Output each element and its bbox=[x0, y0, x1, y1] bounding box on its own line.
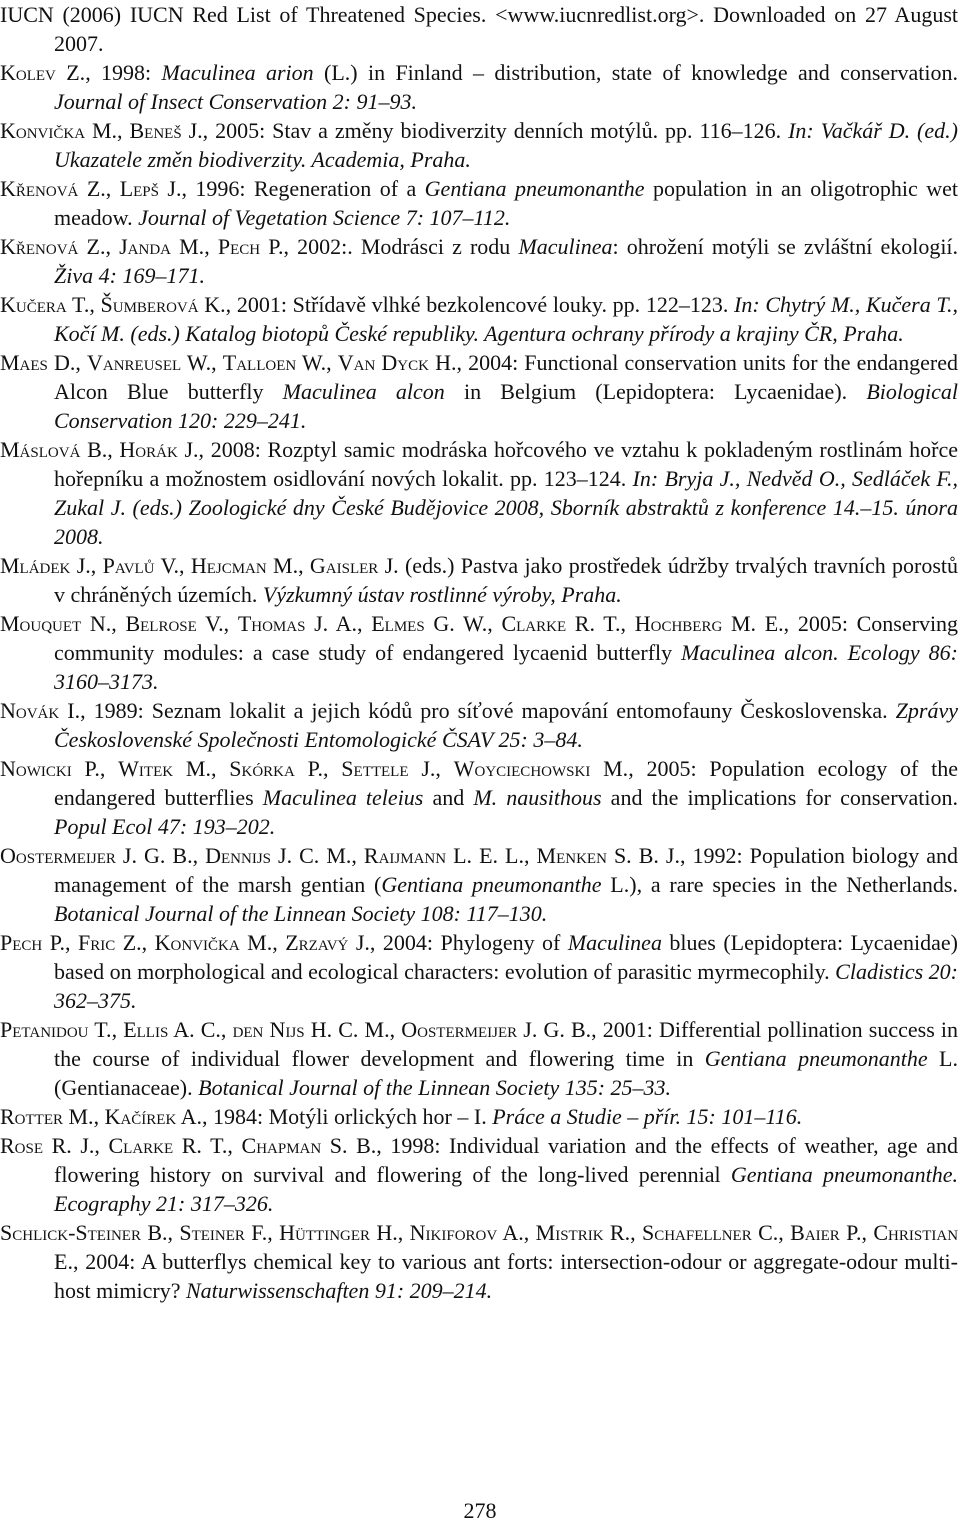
reference-entry bbox=[0, 1218, 958, 1305]
reference-text: , bbox=[435, 756, 454, 781]
reference-text: , bbox=[65, 930, 78, 955]
reference-text: , 1996: Regeneration of a bbox=[181, 176, 425, 201]
reference-author: Dennijs J. C. M. bbox=[205, 843, 352, 868]
reference-entry bbox=[0, 435, 958, 551]
reference-text: , bbox=[523, 1220, 536, 1245]
reference-author: Steiner F. bbox=[179, 1220, 268, 1245]
reference-text: , 1984: Motýli orlických hor – I. bbox=[201, 1104, 493, 1129]
reference-source: Biological Conservation 120: 229–241. bbox=[54, 379, 958, 433]
reference-text: : ohrožení motýli se zvláštní ekologií. bbox=[612, 234, 959, 259]
reference-text: , bbox=[111, 611, 126, 636]
reference-text: , 2004: Phylogeny of bbox=[369, 930, 568, 955]
reference-text: , bbox=[298, 553, 310, 578]
reference-author: Pavlů V. bbox=[102, 553, 180, 578]
reference-entry bbox=[0, 754, 958, 841]
reference-author: Mistrik R. bbox=[535, 1220, 631, 1245]
reference-text: , 2001: Střídavě vlhké bezkolencové louky. pp. 122–123. bbox=[225, 292, 735, 317]
reference-author: Rotter M. bbox=[0, 1104, 94, 1129]
reference-author: Křenová Z. bbox=[0, 176, 106, 201]
reference-author: Oostermeijer J. G. B. bbox=[0, 843, 193, 868]
reference-author: Nowicki P. bbox=[0, 756, 100, 781]
reference-text: , 1992: Population biology and management of the marsh gentian ( bbox=[54, 843, 959, 897]
reference-entry bbox=[0, 1102, 958, 1131]
reference-text: , bbox=[524, 843, 537, 868]
reference-author: Pech P. bbox=[217, 234, 284, 259]
reference-author: Mládek J. bbox=[0, 553, 91, 578]
reference-source: In: Vačkář D. (ed.) Ukazatele změn biodiverzity. Academia, Praha. bbox=[54, 118, 958, 172]
reference-entry bbox=[0, 609, 958, 696]
reference-source: In: Chytrý M., Kučera T., Kočí M. (eds.) Katalog biotopů České republiky. Agentura ochrany přírody a krajiny ČR, Praha. bbox=[54, 292, 958, 346]
reference-text: , bbox=[210, 756, 230, 781]
reference-entry bbox=[0, 928, 958, 1015]
reference-text: , 1998: Individual variation and the effects of weather, age and flowering history on survival and flowering of the long-lived perennial bbox=[54, 1133, 959, 1187]
reference-text: , bbox=[192, 843, 206, 868]
reference-author: Belrose V. bbox=[125, 611, 224, 636]
reference-source: Maculinea arion bbox=[161, 60, 314, 85]
reference-entry bbox=[0, 174, 958, 232]
reference-author: Menken S. B. J. bbox=[536, 843, 680, 868]
reference-author: Settele J. bbox=[341, 756, 436, 781]
reference-source: Popul Ecol 47: 193–202. bbox=[54, 814, 276, 839]
reference-entry bbox=[0, 58, 958, 116]
reference-author: Elmes G. W. bbox=[371, 611, 488, 636]
reference-author: Kačírek A. bbox=[104, 1104, 202, 1129]
reference-text: , bbox=[322, 756, 342, 781]
reference-source: Cladistics 20: 362–375. bbox=[54, 959, 958, 1013]
reference-entry bbox=[0, 348, 958, 435]
reference-text: , bbox=[89, 292, 101, 317]
reference-author: Novák I. bbox=[0, 698, 81, 723]
reference-source: Gentiana pneumonanthe. Ecography 21: 317–326. bbox=[54, 1162, 959, 1216]
reference-entry bbox=[0, 696, 958, 754]
reference-source: M. nausithous bbox=[473, 785, 602, 810]
reference-text: , bbox=[141, 930, 155, 955]
reference-author: Talloen W. bbox=[222, 350, 327, 375]
reference-author: Oostermeijer J. G. B. bbox=[401, 1017, 592, 1042]
reference-text: population in an oligotrophic wet meadow. bbox=[54, 176, 958, 230]
reference-text: , 2008: Rozptyl samic modráska hořcového ve vztahu k pokladeným rostlinám hořce hořepníku a možnostem osidlování nových lokalit. pp. 123–124. bbox=[54, 437, 959, 491]
reference-author: Van Dyck H. bbox=[337, 350, 457, 375]
reference-text: , bbox=[267, 1220, 280, 1245]
reference-author: Chapman S. B. bbox=[241, 1133, 377, 1158]
reference-text: , bbox=[272, 930, 286, 955]
reference-text: , bbox=[75, 350, 87, 375]
reference-source: Gentiana pneumonanthe bbox=[424, 176, 645, 201]
reference-entry bbox=[0, 116, 958, 174]
reference-entry bbox=[0, 232, 958, 290]
reference-author: Křenová Z. bbox=[0, 234, 106, 259]
reference-source: Journal of Vegetation Science 7: 107–112. bbox=[138, 205, 511, 230]
reference-text: (L.) in Finland – distribution, state of knowledge and conservation. bbox=[313, 60, 958, 85]
reference-author: Baier P. bbox=[790, 1220, 862, 1245]
reference-text: L. (Gentianaceae). bbox=[54, 1046, 958, 1100]
reference-author: Schlick-Steiner B. bbox=[0, 1220, 168, 1245]
reference-text: , 2004: A butterflys chemical key to various ant forts: intersection-odour or aggregate-odour multi-host mimicry? bbox=[54, 1249, 958, 1303]
reference-source: Botanical Journal of the Linnean Society 135: 25–33. bbox=[198, 1075, 672, 1100]
reference-author: Lepš J. bbox=[119, 176, 182, 201]
reference-text: , bbox=[204, 234, 218, 259]
reference-author: Máslová B. bbox=[0, 437, 108, 462]
reference-text: , bbox=[111, 1017, 124, 1042]
reference-text: in Belgium (Lepidoptera: Lycaenidae). bbox=[444, 379, 867, 404]
reference-text: , 2002:. Modrásci z rodu bbox=[283, 234, 519, 259]
reference-text: , bbox=[620, 611, 635, 636]
reference-text: , bbox=[99, 756, 119, 781]
reference-text: , 2005: Population ecology of the endangered butterflies bbox=[54, 756, 959, 810]
reference-author: Hüttinger H. bbox=[279, 1220, 398, 1245]
reference-author: Mouquet N. bbox=[0, 611, 112, 636]
reference-author: Clarke R. T. bbox=[108, 1133, 228, 1158]
reference-text: , 2001: Differential pollination success in the course of individual flower development and flowering time in bbox=[54, 1017, 959, 1071]
page-number: 278 bbox=[463, 1498, 497, 1523]
reference-source: Živa 4: 169–171. bbox=[54, 263, 205, 288]
reference-text: , bbox=[389, 1017, 402, 1042]
reference-text: , bbox=[90, 553, 103, 578]
reference-text: , bbox=[105, 234, 120, 259]
reference-author: Konvička M. bbox=[154, 930, 273, 955]
reference-text: , bbox=[211, 350, 223, 375]
reference-text: , bbox=[223, 611, 238, 636]
reference-author: Vanreusel W. bbox=[87, 350, 212, 375]
reference-author: Gaisler J. bbox=[309, 553, 399, 578]
reference-author: Pech P. bbox=[0, 930, 66, 955]
reference-author: Beneš J. bbox=[129, 118, 203, 143]
reference-author: Kolev Z. bbox=[0, 60, 86, 85]
reference-text: , bbox=[351, 843, 364, 868]
reference-source: Naturwissenschaften 91: 209–214. bbox=[185, 1278, 493, 1303]
reference-author: Thomas J. A. bbox=[237, 611, 358, 636]
reference-text: , 1989: Seznam lokalit a jejich kódů pro síťové mapování entomofauny Československa. bbox=[80, 698, 896, 723]
reference-author: Nikiforov A. bbox=[409, 1220, 524, 1245]
reference-text: , bbox=[220, 1017, 233, 1042]
reference-text: , bbox=[105, 176, 120, 201]
reference-text: , 2005: Stav a změny biodiverzity denních motýlů. pp. 116–126. bbox=[202, 118, 789, 143]
reference-author: Šumberová K. bbox=[100, 292, 226, 317]
reference-source: Botanical Journal of the Linnean Society 108: 117–130. bbox=[54, 901, 548, 926]
reference-text: L.), a rare species in the Netherlands. bbox=[601, 872, 958, 897]
reference-author: Zrzavý J. bbox=[285, 930, 370, 955]
reference-source: Maculinea alcon. Ecology 86: 3160–3173. bbox=[54, 640, 958, 694]
reference-text: , bbox=[227, 1133, 242, 1158]
reference-source: Zprávy Československé Společnosti Entomologické ČSAV 25: 3–84. bbox=[54, 698, 958, 752]
reference-author: Witek M. bbox=[118, 756, 211, 781]
reference-author: Kučera T. bbox=[0, 292, 90, 317]
reference-author: Janda M. bbox=[119, 234, 205, 259]
reference-text: , bbox=[630, 1220, 642, 1245]
reference-text: , bbox=[487, 611, 502, 636]
reference-text: , 2004: Functional conservation units for the endangered Alcon Blue butterfly bbox=[54, 350, 958, 404]
reference-text: and the implications for conservation. bbox=[601, 785, 959, 810]
reference-text: , 2005: Conserving community modules: a case study of endangered lycaenid butterfly bbox=[54, 611, 959, 665]
reference-text: , bbox=[179, 553, 191, 578]
reference-author: Maes D. bbox=[0, 350, 76, 375]
reference-entry bbox=[0, 551, 958, 609]
reference-author: den Nijs H. C. M. bbox=[232, 1017, 390, 1042]
reference-entry bbox=[0, 841, 958, 928]
reference-text: , bbox=[861, 1220, 874, 1245]
reference-text: , bbox=[107, 437, 120, 462]
reference-author: Christian E. bbox=[54, 1220, 959, 1274]
reference-text: , bbox=[93, 1104, 105, 1129]
reference-author: Fric Z. bbox=[78, 930, 142, 955]
reference-text: , 1998: bbox=[85, 60, 162, 85]
reference-text: , bbox=[326, 350, 338, 375]
reference-text: IUCN (2006) IUCN Red List of Threatened Species. <www.iucnredlist.org>. Downloaded on 27 August 2007. bbox=[0, 2, 958, 56]
reference-text: , bbox=[167, 1220, 180, 1245]
reference-author: Horák J. bbox=[119, 437, 199, 462]
reference-author: Hochberg M. E. bbox=[634, 611, 784, 636]
reference-text: blues (Lepidoptera: Lycaenidae) based on morphological and ecological characters: evolution of parasitic myrmecophily. bbox=[54, 930, 959, 984]
reference-entry bbox=[0, 290, 958, 348]
reference-text: , bbox=[778, 1220, 791, 1245]
reference-author: Raijmann L. E. L. bbox=[363, 843, 524, 868]
reference-source: Journal of Insect Conservation 2: 91–93. bbox=[54, 89, 417, 114]
reference-text: , bbox=[357, 611, 372, 636]
reference-source: Maculinea bbox=[567, 930, 662, 955]
reference-entry bbox=[0, 1131, 958, 1218]
reference-author: Petanidou T. bbox=[0, 1017, 112, 1042]
reference-source: Práce a Studie – přír. 15: 101–116. bbox=[492, 1104, 803, 1129]
reference-entry bbox=[0, 0, 958, 58]
reference-source: Maculinea bbox=[518, 234, 613, 259]
reference-source: Gentiana pneumonanthe bbox=[381, 872, 602, 897]
reference-author: Hejcman M. bbox=[190, 553, 299, 578]
reference-source: Výzkumný ústav rostlinné výroby, Praha. bbox=[262, 582, 622, 607]
reference-source: In: Bryja J., Nedvěd O., Sedláček F., Zukal J. (eds.) Zoologické dny České Budějovice 2008, Sborník abstraktů z konference 14.–15. února 2008. bbox=[54, 466, 958, 549]
reference-author: Rose R. J. bbox=[0, 1133, 95, 1158]
reference-author: Konvička M. bbox=[0, 118, 118, 143]
reference-source: Maculinea teleius bbox=[262, 785, 424, 810]
reference-source: Gentiana pneumonanthe bbox=[704, 1046, 928, 1071]
reference-text: (eds.) Pastva jako prostředek údržby trvalých travních porostů v chráněných územích. bbox=[54, 553, 959, 607]
reference-entry bbox=[0, 1015, 958, 1102]
reference-source: Maculinea alcon bbox=[282, 379, 445, 404]
reference-text: , bbox=[397, 1220, 410, 1245]
reference-author: Skórka P. bbox=[229, 756, 323, 781]
reference-text: and bbox=[423, 785, 474, 810]
reference-author: Woyciechowski M. bbox=[453, 756, 629, 781]
reference-text: , bbox=[117, 118, 130, 143]
reference-author: Schafellner C. bbox=[641, 1220, 779, 1245]
reference-author: Clarke R. T. bbox=[501, 611, 621, 636]
reference-author: Ellis A. C. bbox=[123, 1017, 221, 1042]
reference-text: , bbox=[94, 1133, 109, 1158]
